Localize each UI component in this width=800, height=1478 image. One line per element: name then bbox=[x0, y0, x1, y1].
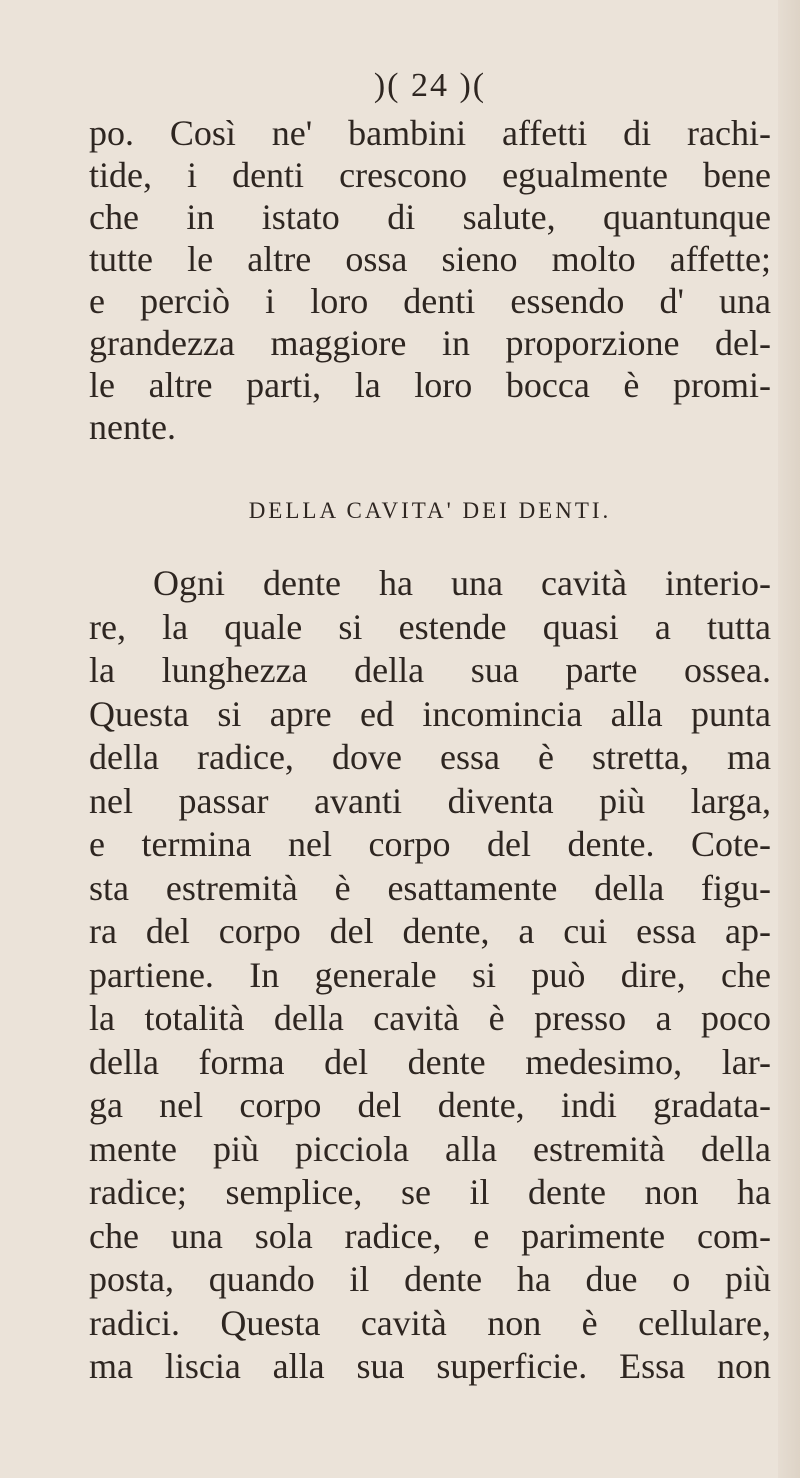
text-line: re, la quale si estende quasi a tutta bbox=[89, 606, 771, 647]
continuation-text bbox=[89, 112, 771, 448]
section-heading: DELLA CAVITA' DEI DENTI. bbox=[248, 498, 612, 523]
text-line: Questa si apre ed incomincia alla punta bbox=[89, 693, 771, 734]
text-line: nente. bbox=[89, 407, 176, 447]
page-number: )( 24 )( bbox=[373, 67, 487, 104]
text-line: radici. Questa cavità non è cellulare, bbox=[89, 1302, 771, 1343]
text-line: della radice, dove essa è stretta, ma bbox=[89, 737, 771, 777]
text-line: grandezza maggiore in proporzione del- bbox=[89, 323, 771, 363]
text-line: sta estremità è esattamente della figu- bbox=[89, 867, 771, 908]
text-line: che in istato di salute, quantunque bbox=[89, 197, 771, 237]
text-line: po. Così ne' bambini affetti di rachi- bbox=[89, 113, 771, 153]
text-line: partiene. In generale si può dire, che bbox=[89, 954, 771, 995]
text-line: ra del corpo del dente, a cui essa ap- bbox=[89, 911, 771, 951]
text-line: nel passar avanti diventa più larga, bbox=[89, 780, 771, 821]
text-line: della forma del dente medesimo, lar- bbox=[89, 1041, 771, 1082]
text-line: la lunghezza della sua parte ossea. bbox=[89, 650, 771, 690]
text-line: mente più picciola alla estremità della bbox=[89, 1128, 771, 1169]
text-line: ga nel corpo del dente, indi gradata- bbox=[89, 1085, 771, 1125]
text-line: radice; semplice, se il dente non ha bbox=[89, 1172, 771, 1212]
text-line: la totalità della cavità è presso a poco bbox=[89, 998, 771, 1038]
text-line: e termina nel corpo del dente. Cote- bbox=[89, 824, 771, 864]
paragraph-text bbox=[89, 562, 771, 1389]
text-line: ma liscia alla sua superficie. Essa non bbox=[89, 1346, 771, 1386]
text-line: Ogni dente ha una cavità interio- bbox=[153, 563, 771, 603]
text-line: che una sola radice, e parimente com- bbox=[89, 1215, 771, 1256]
text-line: le altre parti, la loro bocca è promi- bbox=[89, 365, 771, 405]
text-line: posta, quando il dente ha due o più bbox=[89, 1259, 771, 1299]
text-line: tutte le altre ossa sieno molto affette; bbox=[89, 239, 771, 279]
text-line: e perciò i loro denti essendo d' una bbox=[89, 281, 771, 321]
text-line: tide, i denti crescono egualmente bene bbox=[89, 155, 771, 195]
page-edge bbox=[778, 0, 800, 1478]
